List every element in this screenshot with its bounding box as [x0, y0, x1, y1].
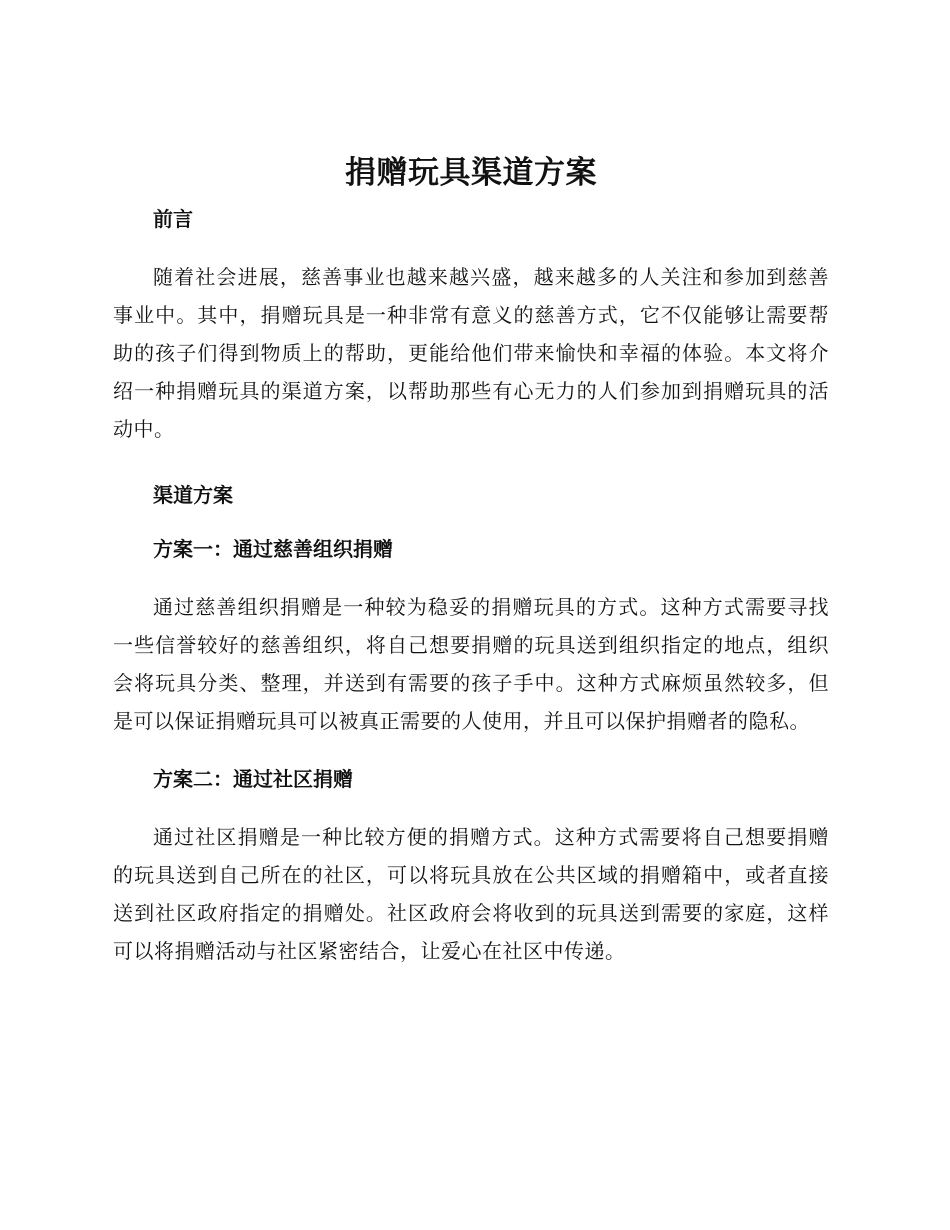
channels-heading: 渠道方案: [153, 483, 233, 507]
option2-heading: 方案二：通过社区捐赠: [153, 767, 353, 791]
document-body: [113, 150, 829, 970]
preface-paragraph: 随着社会进展，慈善事业也越来越兴盛，越来越多的人关注和参加到慈善事业中。其中，捐赠玩具是一种非常有意义的慈善方式，它不仅能够让需要帮助的孩子们得到物质上的帮助，更能给他们带来愉快和幸福的体验。本文将介绍一种捐赠玩具的渠道方案，以帮助那些有心无力的人们参加到捐赠玩具的活动中。: [113, 265, 829, 441]
option1-heading: 方案一：通过慈善组织捐赠: [153, 537, 393, 561]
option1-paragraph: 通过慈善组织捐赠是一种较为稳妥的捐赠玩具的方式。这种方式需要寻找一些信誉较好的慈善组织，将自己想要捐赠的玩具送到组织指定的地点，组织会将玩具分类、整理，并送到有需要的孩子手中。这种方式麻烦虽然较多，但是可以保证捐赠玩具可以被真正需要的人使用，并且可以保护捐赠者的隐私。: [113, 595, 829, 733]
document-title: 捐赠玩具渠道方案: [345, 155, 597, 191]
preface-heading: 前言: [153, 207, 193, 231]
option2-paragraph: 通过社区捐赠是一种比较方便的捐赠方式。这种方式需要将自己想要捐赠的玩具送到自己所在的社区，可以将玩具放在公共区域的捐赠箱中，或者直接送到社区政府指定的捐赠处。社区政府会将收到的玩具送到需要的家庭，这样可以将捐赠活动与社区紧密结合，让爱心在社区中传递。: [113, 825, 829, 963]
